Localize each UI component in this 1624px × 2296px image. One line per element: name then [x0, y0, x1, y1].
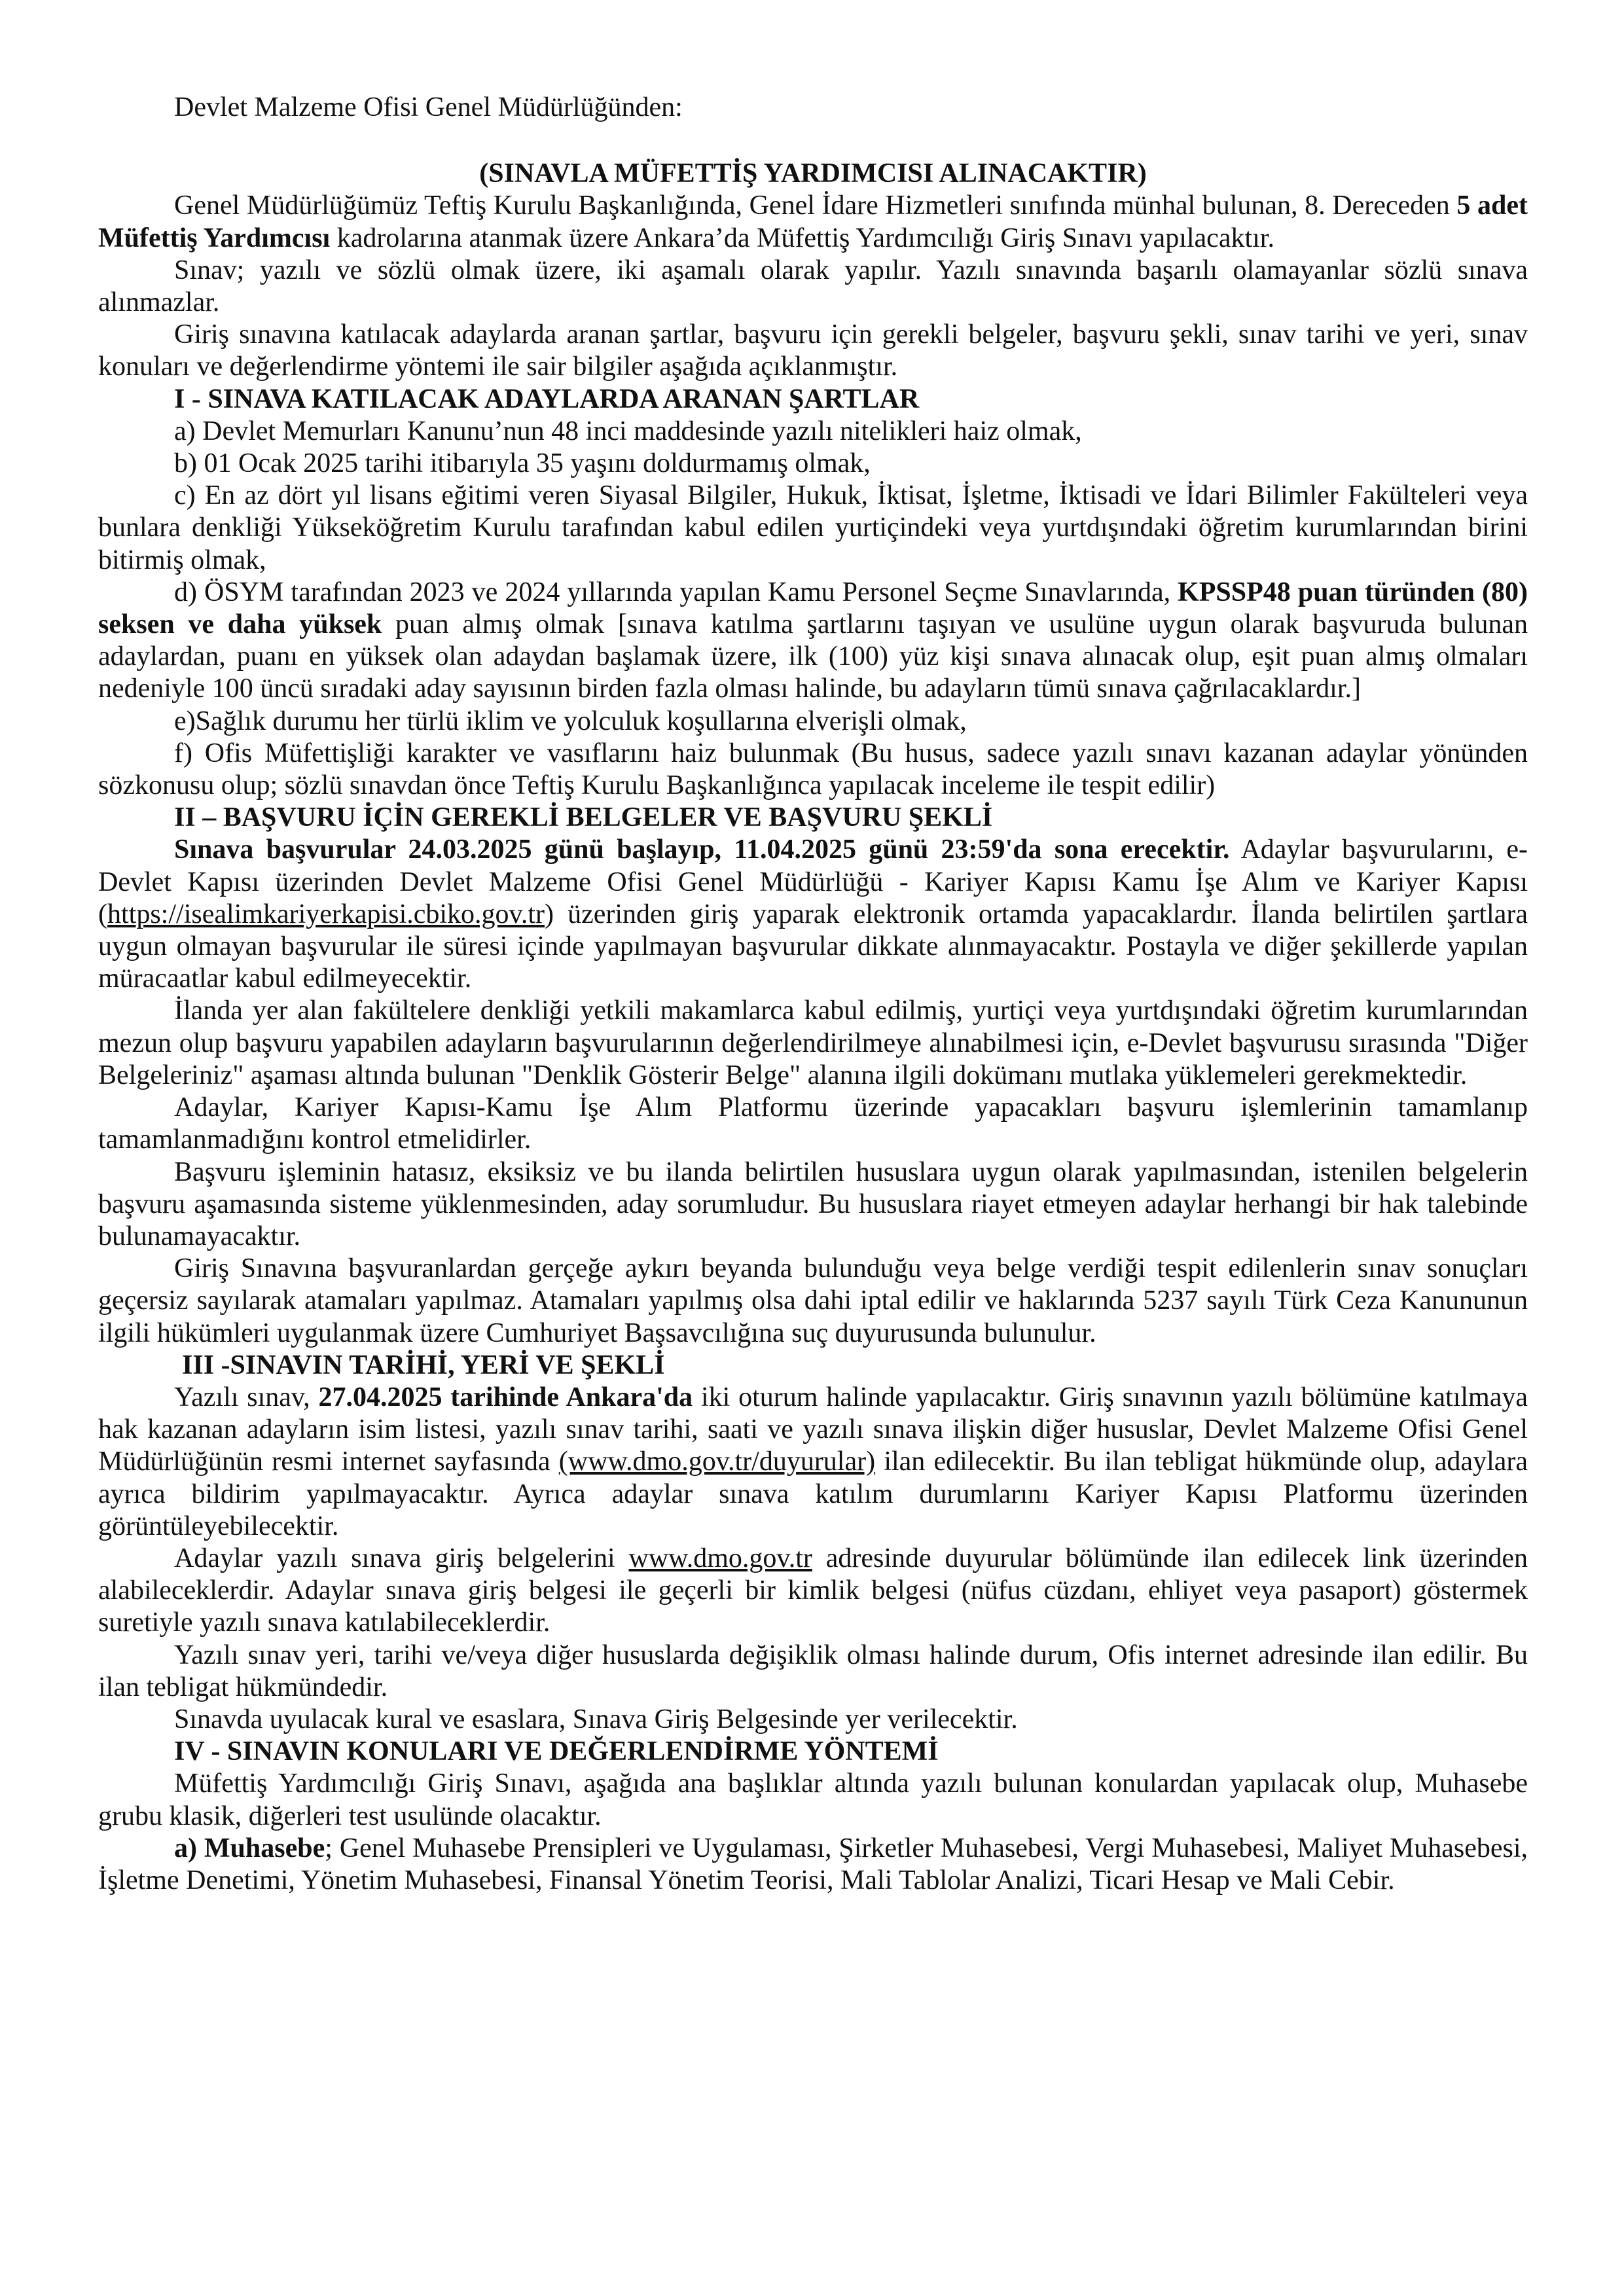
application-text: ) üzerinden giriş yaparak elektronik ortamda yapacaklardır. İlanda belirtilen şartlara uygun olmayan başvurular ile süresi içinde yapılmayan başvurular dikkate alınmayacaktır. Postayla ve diğer şekillerde yapılan müracaatlar kabul edilmeyecektir. — [98, 899, 1528, 994]
section-2-heading: II – BAŞVURU İÇİN GEREKLİ BELGELER VE BAŞVURU ŞEKLİ — [174, 802, 993, 833]
application-paragraph-4: Başvuru işleminin hatasız, eksiksiz ve bu ilanda belirtilen hususlara uygun olarak yapılmasından, istenilen belgelerin başvuru aşamasında sisteme yüklenmesinden, aday sorumludur. Bu hususlara riayet etmeyen adaylar herhangi bir hak talebinde bulunamayacaktır. — [98, 1157, 1528, 1251]
exam-text: Adaylar yazılı sınava giriş belgelerini — [174, 1543, 629, 1573]
document-page — [98, 92, 1528, 1897]
intro-paragraph-3: Giriş sınavına katılacak adaylarda aranan şartlar, başvuru için gerekli belgeler, başvuru şekli, sınav tarihi ve yeri, sınav konuları ve değerlendirme yöntemi ile sair bilgiler aşağıda açıklanmıştır. — [98, 319, 1528, 382]
intro-text: kadrolarına atanmak üzere Ankara’da Müfettiş Yardımcılığı Giriş Sınavı yapılacaktır. — [330, 223, 1274, 253]
application-paragraph-5: Giriş Sınavına başvuranlardan gerçeğe aykırı beyanda bulunduğu veya belge verdiği tespit edilenlerin sınav sonuçları geçersiz sayılarak atamaları yapılmaz. Atamaları yapılmış olsa dahi iptal edilir ve haklarında 5237 sayılı Türk Ceza Kanununun ilgili hükümleri uygulanmak üzere Cumhuriyet Başsavcılığına suç duyurusunda bulunulur. — [98, 1253, 1528, 1348]
application-paragraph-2: İlanda yer alan fakültelere denkliği yetkili makamlarca kabul edilmiş, yurtiçi veya yurtdışındaki öğretim kurumlarından mezun olup başvuru yapabilen adayların başvurularının değerlendirilmeye alınabilmesi için, e-Devlet başvurusu sırasında "Diğer Belgeleriniz" aşaması altında bulunan "Denklik Gösterir Belge" alanına ilgili dokümanı mutlaka yüklemeleri gerekmektedir. — [98, 996, 1528, 1090]
requirement-d-text: d) ÖSYM tarafından 2023 ve 2024 yıllarında yapılan Kamu Personel Seçme Sınavlarında, — [174, 577, 1178, 607]
requirement-e: e)Sağlık durumu her türlü iklim ve yolculuk koşullarına elverişli olmak, — [174, 706, 967, 736]
intro-paragraph-2: Sınav; yazılı ve sözlü olmak üzere, iki aşamalı olarak yapılır. Yazılı sınavında başarılı olamayanlar sözlü sınava alınmazlar. — [98, 255, 1528, 318]
issuer-line: Devlet Malzeme Ofisi Genel Müdürlüğünden: — [174, 92, 683, 122]
exam-date: 27.04.2025 tarihinde Ankara'da — [318, 1382, 693, 1412]
requirement-c: c) En az dört yıl lisans eğitimi veren Siyasal Bilgiler, Hukuk, İktisat, İşletme, İktisadi ve İdari Bilimler Fakülteleri veya bunlara denkliği Yükseköğretim Kurulu tarafından kabul edilen yurtiçindeki veya yurtdışındaki öğretim kurumlarından birini bitirmiş olmak, — [98, 480, 1528, 575]
topics-paragraph-1: Müfettiş Yardımcılığı Giriş Sınavı, aşağıda ana başlıklar altında yazılı bulunan konulardan yapılacak olup, Muhasebe grubu klasik, diğerleri test usulünde olacaktır. — [98, 1768, 1528, 1831]
requirement-f: f) Ofis Müfettişliği karakter ve vasıflarını haiz bulunmak (Bu husus, sadece yazılı sınavı kazanan adaylar yönünden sözkonusu olup; sözlü sınavdan önce Teftiş Kurulu Başkanlığınca yapılacak inceleme ile tespit edilir) — [98, 738, 1528, 801]
intro-text: Genel Müdürlüğümüz Teftiş Kurulu Başkanlığında, Genel İdare Hizmetleri sınıfında münhal bulunan, 8. Dereceden — [174, 190, 1457, 221]
section-1-heading: I - SINAVA KATILACAK ADAYLARDA ARANAN ŞARTLAR — [174, 384, 920, 414]
section-3-heading: III -SINAVIN TARİHİ, YERİ VE ŞEKLİ — [182, 1350, 665, 1380]
exam-text: iki oturum halinde yapılacaktır. Giriş sınavının yazılı bölümüne katılmaya hak kazanan adayların isim listesi, yazılı sınav tarihi, saati ve yazılı sınava ilişkin diğer hususlar, Devlet Malzeme Ofisi Genel Müdürlüğünün resmi internet sayfasında — [98, 1382, 1528, 1477]
exam-text: Yazılı sınav, — [174, 1382, 319, 1412]
intro-paragraph-1 — [98, 190, 1528, 254]
application-paragraph-3: Adaylar, Kariyer Kapısı-Kamu İşe Alım Platformu üzerinde yapacakları başvuru işlemlerinin tamamlanıp tamamlanmadığını kontrol etmelidirler. — [98, 1092, 1528, 1155]
section-4-heading: IV - SINAVIN KONULARI VE DEĞERLENDİRME YÖNTEMİ — [174, 1736, 939, 1767]
exam-paragraph-4: Sınavda uyulacak kural ve esaslara, Sınava Giriş Belgesinde yer verilecektir. — [174, 1704, 1018, 1734]
exam-paragraph-1 — [98, 1382, 1528, 1543]
dmo-website-link[interactable]: www.dmo.gov.tr — [628, 1543, 812, 1573]
topic-accounting — [98, 1833, 1528, 1897]
application-paragraph-1 — [98, 834, 1528, 995]
career-portal-link[interactable]: https://isealimkariyerkapisi.cbiko.gov.tr — [107, 899, 545, 929]
requirement-b: b) 01 Ocak 2025 tarihi itibarıyla 35 yaşını doldurmamış olmak, — [174, 448, 871, 479]
exam-text: ilan edilecektir. Bu ilan tebligat hükmünde olup, adaylara ayrıca bildirim yapılmayacaktır. Ayrıca adaylar sınava katılım durumlarını Kariyer Kapısı Platformu üzerinden görüntüleyebilecektir. — [98, 1446, 1528, 1541]
announcements-link[interactable]: (www.dmo.gov.tr/duyurular) — [558, 1446, 876, 1477]
requirement-d — [98, 577, 1528, 706]
requirement-d-text: puan almış olmak [sınava katılma şartlarını taşıyan ve usulüne uygun olarak başvuruda bulunan adaylardan, puanı en yüksek olan adaydan başlamak üzere, ilk (100) yüz kişi sınava alınacak olup, eşit puan almış olmaları nedeniyle 100 üncü sıradaki aday sayısının birden fazla olması halinde, bu adayların tümü sınava çağrılacaklardır.] — [98, 609, 1528, 704]
exam-text: adresinde duyurular bölümünde ilan edilecek link üzerinden alabileceklerdir. Adaylar sınava giriş belgesi ile geçerli bir kimlik belgesi (nüfus cüzdanı, ehliyet veya pasaport) göstermek suretiyle yazılı sınava katılabileceklerdir. — [98, 1543, 1528, 1638]
application-text: Adaylar başvurularını, e-Devlet Kapısı üzerinden Devlet Malzeme Ofisi Genel Müdürlüğü - Kariyer Kapısı Kamu İşe Alım ve Kariyer Kapısı ( — [98, 834, 1528, 929]
exam-paragraph-3: Yazılı sınav yeri, tarihi ve/veya diğer hususlarda değişiklik olması halinde durum, Ofis internet adresinde ilan edilir. Bu ilan tebligat hükmündedir. — [98, 1640, 1528, 1702]
topic-accounting-text: ; Genel Muhasebe Prensipleri ve Uygulaması, Şirketler Muhasebesi, Vergi Muhasebesi, Maliyet Muhasebesi, İşletme Denetimi, Yönetim Muhasebesi, Finansal Yönetim Teorisi, Mali Tablolar Analizi, Ticari Hesap ve Mali Cebir. — [98, 1833, 1528, 1895]
topic-accounting-label: a) Muhasebe — [174, 1833, 325, 1863]
requirement-a: a) Devlet Memurları Kanunu’nun 48 inci maddesinde yazılı nitelikleri haiz olmak, — [174, 416, 1082, 446]
kpss-score-requirement: KPSSP48 puan türünden (80) seksen ve daha yüksek — [98, 577, 1528, 640]
application-dates: Sınava başvurular 24.03.2025 günü başlayıp, 11.04.2025 günü 23:59'da sona erecektir. — [174, 834, 1230, 865]
announcement-title: (SINAVLA MÜFETTİŞ YARDIMCISI ALINACAKTIR) — [479, 158, 1147, 189]
exam-paragraph-2 — [98, 1543, 1528, 1640]
position-count: 5 adet Müfettiş Yardımcısı — [98, 190, 1528, 253]
